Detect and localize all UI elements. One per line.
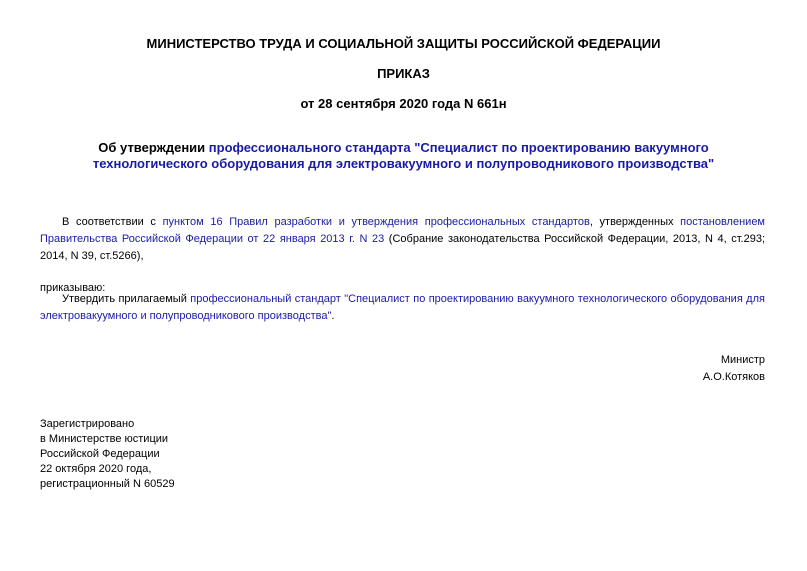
- signatory-position: Министр: [720, 354, 765, 366]
- preamble-paragraph: [40, 214, 765, 265]
- registration-line: 22 октября 2020 года,: [40, 463, 152, 475]
- preamble-text-1: В соответствии с: [62, 216, 163, 228]
- ministry-heading: МИНИСТЕРСТВО ТРУДА И СОЦИАЛЬНОЙ ЗАЩИТЫ РОССИЙСКОЙ ФЕДЕРАЦИИ: [146, 36, 661, 51]
- title-standard-link[interactable]: профессионального стандарта "Специалист по проектированию вакуумного технологического оборудования для электровакуумного и полупроводникового производства": [92, 140, 715, 171]
- approval-paragraph: [40, 291, 765, 325]
- standard-link[interactable]: профессиональный стандарт "Специалист по проектированию вакуумного технологического оборудования для электровакуумного и полупроводникового производства": [40, 293, 765, 322]
- registration-line: регистрационный N 60529: [40, 478, 175, 490]
- preamble-text-3: (Собрание законодательства Российской Федерации, 2013, N 4, ст.293; 2014, N 39, ст.5266),: [40, 233, 765, 262]
- government-decree-link[interactable]: постановлением Правительства Российской Федерации от 22 января 2013 г. N 23: [40, 216, 765, 245]
- document-type-heading: ПРИКАЗ: [377, 66, 430, 81]
- orders-word: приказываю:: [40, 282, 106, 294]
- registration-line: Российской Федерации: [40, 448, 160, 460]
- rules-clause-link[interactable]: пунктом 16 Правил разработки и утверждения профессиональных стандартов: [162, 216, 590, 228]
- signature-block: [703, 352, 765, 386]
- registration-line: в Министерстве юстиции: [40, 433, 169, 445]
- approval-text-1: Утвердить прилагаемый: [62, 293, 191, 305]
- preamble-text-2: , утвержденных: [589, 216, 681, 228]
- registration-line: Зарегистрировано: [40, 418, 135, 430]
- registration-block: [40, 417, 175, 492]
- document-title: [60, 140, 747, 172]
- order-date-number: от 28 сентября 2020 года N 661н: [300, 96, 507, 111]
- title-prefix: Об утверждении: [98, 140, 209, 155]
- approval-text-2: .: [331, 310, 335, 322]
- signatory-name: А.О.Котяков: [702, 371, 765, 383]
